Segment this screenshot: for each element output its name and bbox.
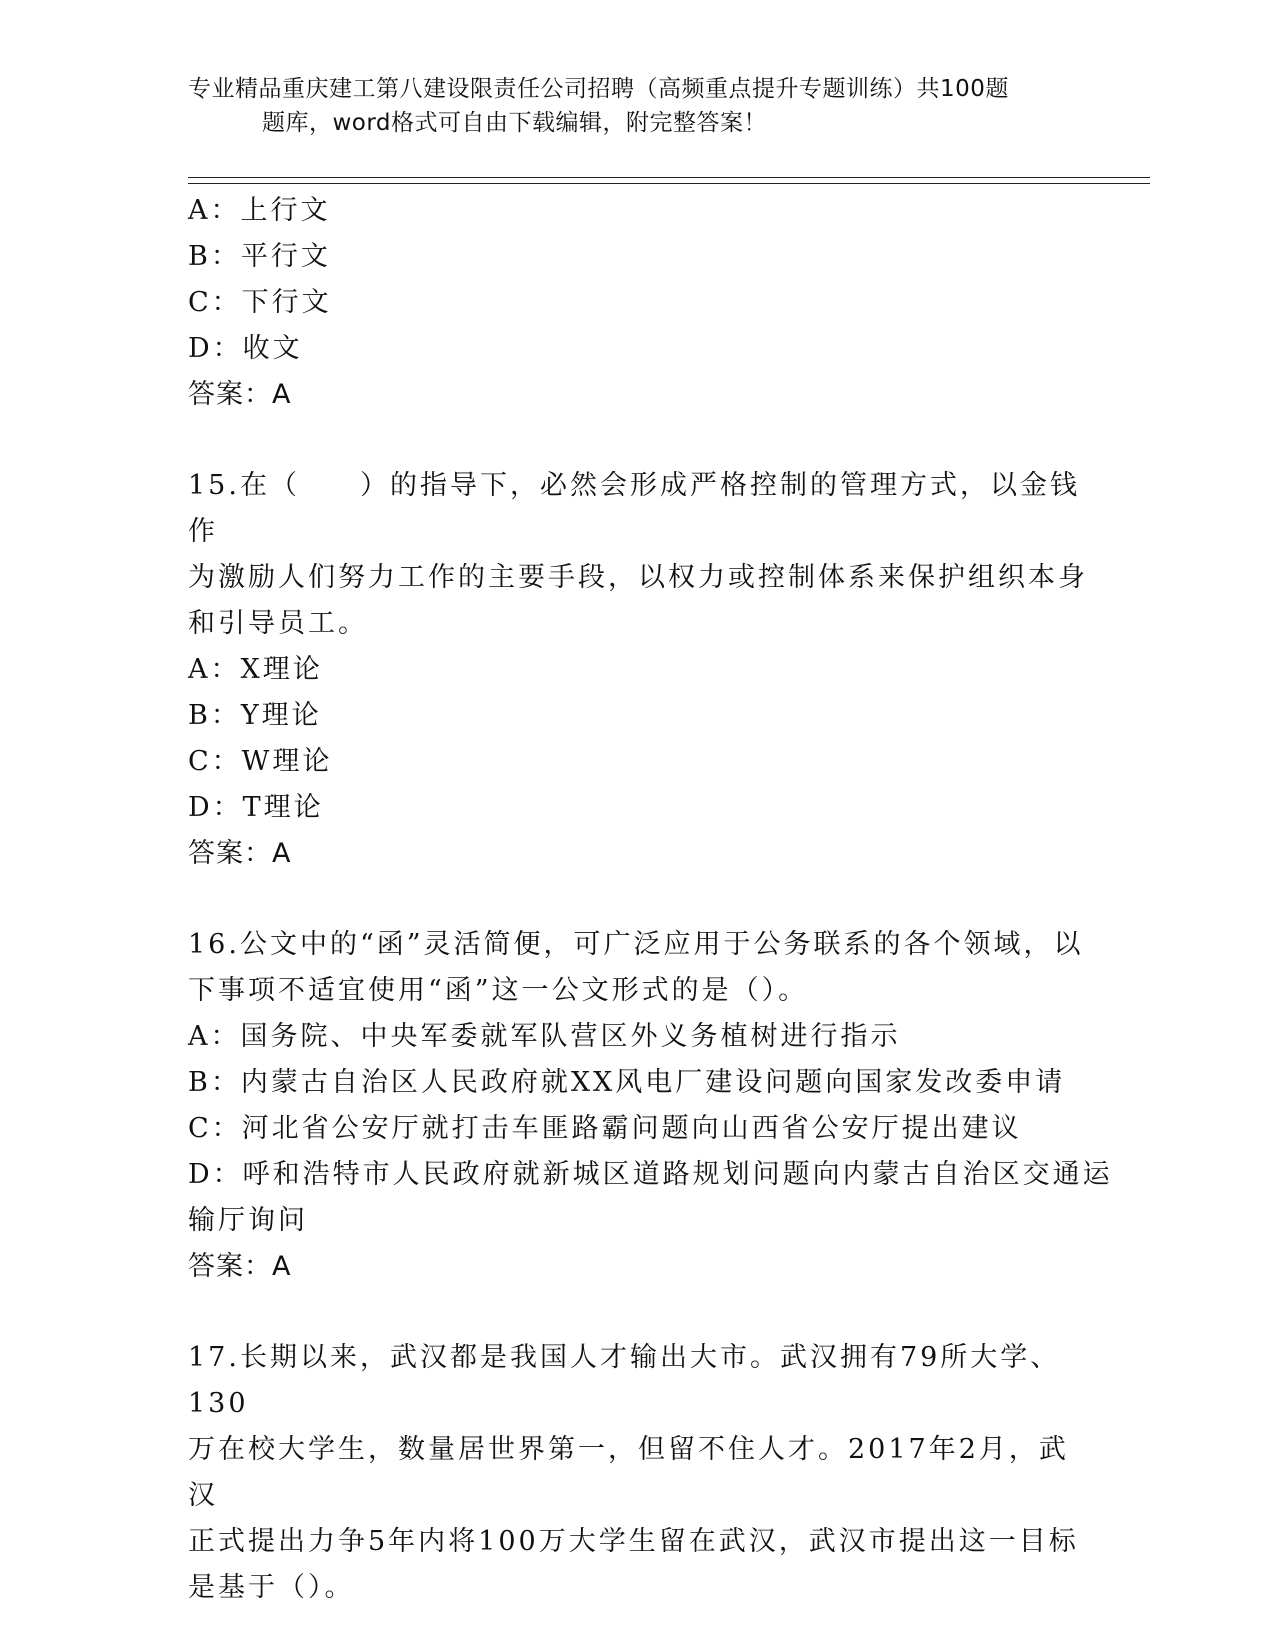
question-stem-line: 下事项不适宜使用“函”这一公文形式的是（）。 [188, 975, 809, 1006]
option-b: B：Y理论 [188, 700, 322, 731]
question-stem-line: 是基于（）。 [188, 1572, 355, 1603]
header-rule-bottom [188, 183, 1150, 184]
question-stem-line: 16.公文中的“函”灵活简便，可广泛应用于公务联系的各个领域，以 [188, 929, 1084, 960]
question-content [188, 188, 1113, 1611]
question-spacer [188, 1290, 1088, 1335]
option-b: B：内蒙古自治区人民政府就XX风电厂建设问题向国家发改委申请 [188, 1067, 1066, 1098]
answer-line: 答案：A [188, 838, 292, 869]
option-c: C：下行文 [188, 287, 332, 318]
option-d: D：T理论 [188, 792, 324, 823]
question-spacer [188, 877, 1088, 922]
question-block-16 [188, 922, 1113, 1290]
question-block-15 [188, 463, 1088, 877]
question-stem-line: 15.在（ ）的指导下，必然会形成严格控制的管理方式，以金钱作 [188, 470, 1080, 547]
option-d: D：呼和浩特市人民政府就新城区道路规划问题向内蒙古自治区交通运 [188, 1159, 1113, 1190]
answer-line: 答案：A [188, 1251, 292, 1282]
option-c: C：W理论 [188, 746, 333, 777]
option-c: C：河北省公安厅就打击车匪路霸问题向山西省公安厅提出建议 [188, 1113, 1022, 1144]
answer-line: 答案：A [188, 379, 292, 410]
option-d: D：收文 [188, 333, 303, 364]
question-stem-line: 万在校大学生，数量居世界第一，但留不住人才。2017年2月，武汉 [188, 1434, 1069, 1511]
header-line-2: 题库，word格式可自由下载编辑，附完整答案！ [262, 110, 768, 136]
header-rule-top [188, 177, 1150, 178]
question-block-17 [188, 1335, 1088, 1611]
option-d-continued: 输厅询问 [188, 1205, 308, 1236]
option-a: A：国务院、中央军委就军队营区外义务植树进行指示 [188, 1021, 901, 1052]
option-b: B：平行文 [188, 241, 331, 272]
document-header [188, 72, 1088, 140]
header-line-1: 专业精品重庆建工第八建设限责任公司招聘（高频重点提升专题训练）共100题 [188, 76, 1009, 102]
question-stem-line: 为激励人们努力工作的主要手段，以权力或控制体系来保护组织本身 [188, 562, 1088, 593]
option-a: A：X理论 [188, 654, 323, 685]
option-a: A：上行文 [188, 195, 331, 226]
question-stem-line: 和引导员工。 [188, 608, 368, 639]
question-block-14 [188, 188, 1088, 418]
question-stem-line: 17.长期以来，武汉都是我国人才输出大市。武汉拥有79所大学、130 [188, 1342, 1061, 1419]
question-spacer [188, 418, 1088, 463]
question-stem-line: 正式提出力争5年内将100万大学生留在武汉，武汉市提出这一目标 [188, 1526, 1079, 1557]
